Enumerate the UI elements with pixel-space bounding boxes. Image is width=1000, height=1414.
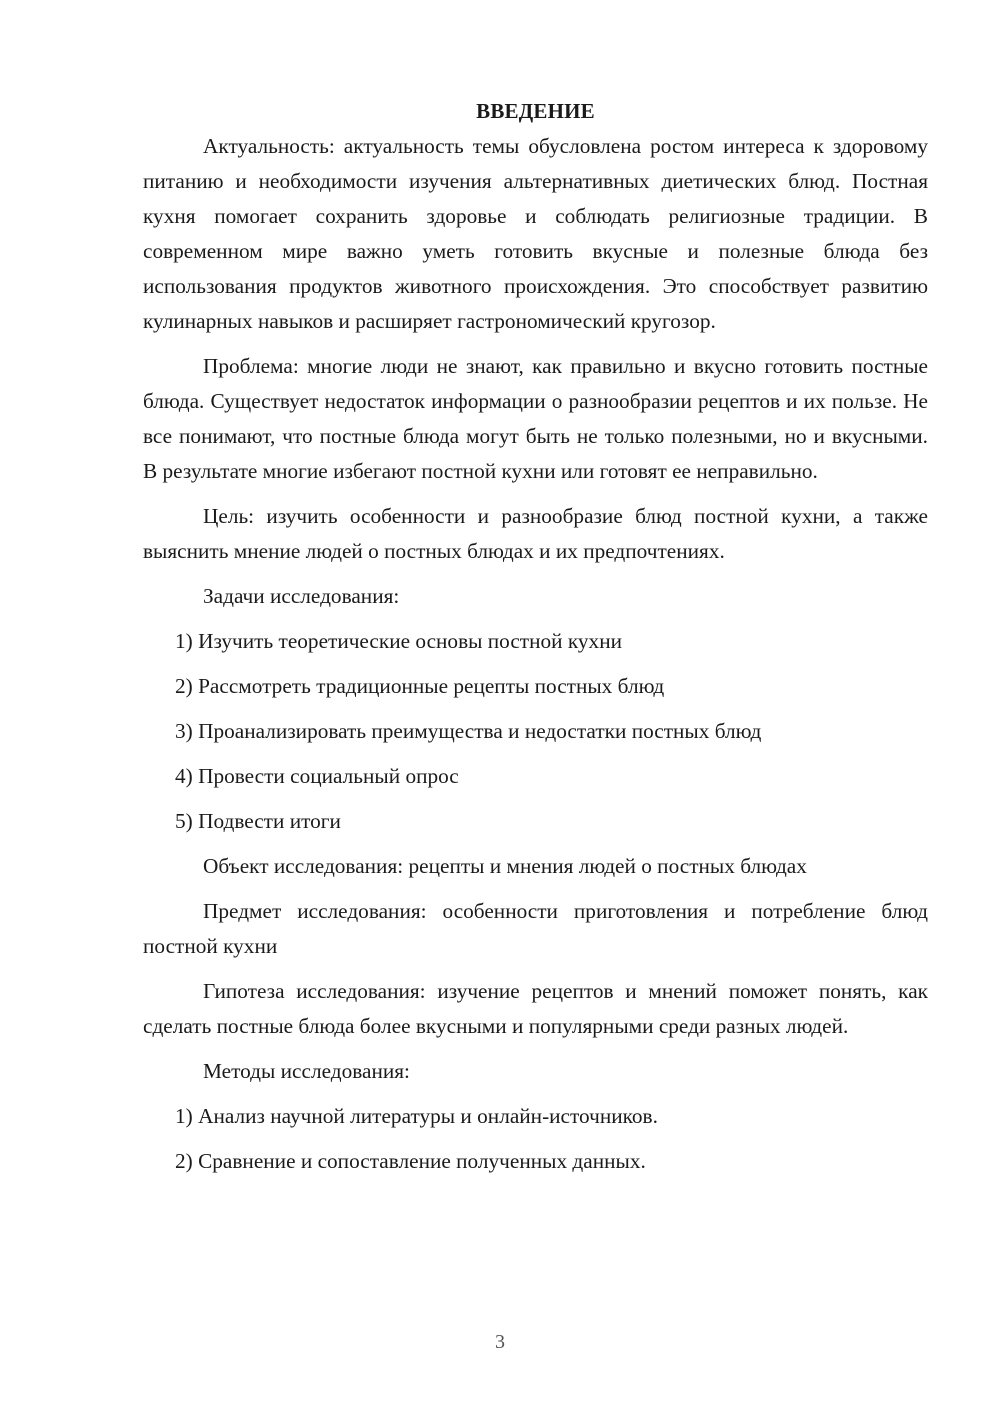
problem-paragraph: Проблема: многие люди не знают, как правильно и вкусно готовить постные блюда. Существует недостаток информации о разнообразии рецептов и их пользе. Не все понимают, что постные блюда могут быть не только полезными, но и вкусными. В результате многие избегают постной кухни или готовят ее неправильно. <box>143 354 928 483</box>
list-item: 2) Рассмотреть традиционные рецепты постных блюд <box>175 674 665 698</box>
document-page <box>143 94 928 1189</box>
list-item: 5) Подвести итоги <box>175 809 341 833</box>
subject-paragraph: Предмет исследования: особенности приготовления и потребление блюд постной кухни <box>143 899 928 958</box>
goal-paragraph: Цель: изучить особенности и разнообразие блюд постной кухни, а также выяснить мнение людей о постных блюдах и их предпочтениях. <box>143 504 928 563</box>
list-item: 1) Изучить теоретические основы постной кухни <box>175 629 622 653</box>
list-item: 4) Провести социальный опрос <box>175 764 459 788</box>
page-title: ВВЕДЕНИЕ <box>476 99 595 123</box>
hypothesis-paragraph: Гипотеза исследования: изучение рецептов и мнений поможет понять, как сделать постные блюда более вкусными и популярными среди разных людей. <box>143 979 928 1038</box>
tasks-list <box>143 624 928 839</box>
methods-list <box>143 1099 928 1179</box>
tasks-heading: Задачи исследования: <box>203 584 400 608</box>
list-item: 2) Сравнение и сопоставление полученных данных. <box>175 1149 646 1173</box>
object-paragraph: Объект исследования: рецепты и мнения людей о постных блюдах <box>203 854 807 878</box>
list-item: 1) Анализ научной литературы и онлайн-источников. <box>175 1104 658 1128</box>
list-item: 3) Проанализировать преимущества и недостатки постных блюд <box>175 719 762 743</box>
relevance-paragraph: Актуальность: актуальность темы обусловлена ростом интереса к здоровому питанию и необходимости изучения альтернативных диетических блюд. Постная кухня помогает сохранить здоровье и соблюдать религиозные традиции. В современном мире важно уметь готовить вкусные и полезные блюда без использования продуктов животного происхождения. Это способствует развитию кулинарных навыков и расширяет гастрономический кругозор. <box>143 134 928 333</box>
methods-heading: Методы исследования: <box>203 1059 410 1083</box>
page-number: 3 <box>495 1331 505 1353</box>
